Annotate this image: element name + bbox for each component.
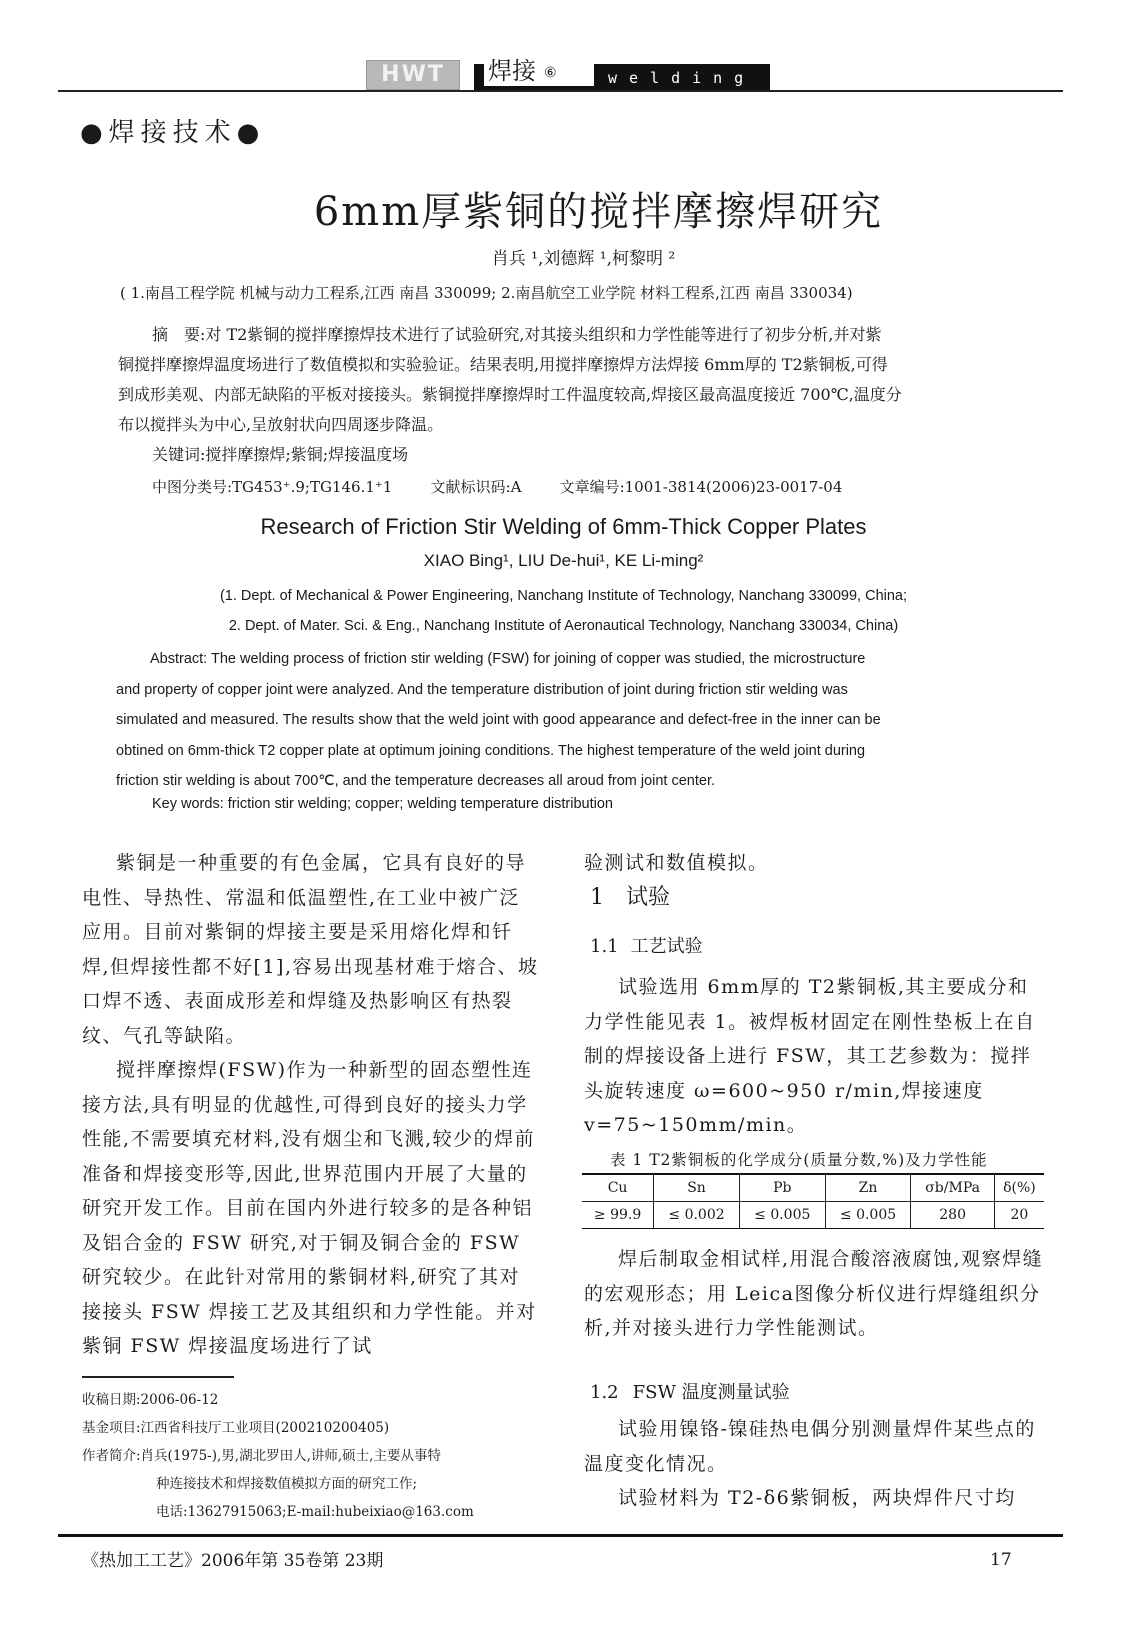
- table-header-cell: δ(%): [994, 1174, 1044, 1202]
- table-cell: 280: [911, 1202, 994, 1229]
- paragraph-text: 试验材料为 T2-δ6紫铜板，两块焊件尺寸均: [618, 1487, 1016, 1509]
- table-row: [582, 1202, 1044, 1229]
- table-cell: ≥ 99.9: [593, 1207, 642, 1223]
- author-bio: 作者简介:肖兵(1975-),男,湖北罗田人,讲师,硕士,主要从事特: [82, 1448, 441, 1464]
- en-abstract-line: friction stir welding is about 700℃, and the temperature decreases all aroud from joint center.: [116, 773, 716, 789]
- section-title: 试验: [626, 885, 671, 910]
- body-paragraph: [584, 970, 1044, 1143]
- paper-title-text: 6mm厚紫铜的搅拌摩擦焊研究: [313, 189, 884, 235]
- en-abstract-line: Abstract: The welding process of friction stir welding (FSW) for joining of copper was studied, the microstructure: [150, 651, 866, 667]
- english-affiliation-2: 2. Dept. of Mater. Sci. & Eng., Nanchang Institute of Aeronautical Technology, Nanchang 330034, China): [228, 618, 899, 634]
- table-header-cell: Cu: [582, 1174, 654, 1202]
- body-paragraph: [584, 1242, 1044, 1346]
- section-1-1-heading: [590, 932, 703, 958]
- page-number: 17: [990, 1550, 1012, 1570]
- received-date: 收稿日期:2006-06-12: [82, 1392, 219, 1408]
- table-header-row: [582, 1174, 1044, 1202]
- footer-rule: [58, 1534, 1063, 1537]
- cn-abstract-line: 到成形美观、内部无缺陷的平板对接接头。紫铜搅拌摩擦焊时工件温度较高,焊接区最高温度接近 700℃,温度分: [118, 385, 902, 404]
- paragraph-text: 试验选用 6mm厚的 T2紫铜板,其主要成分和力学性能见表 1。被焊板材固定在刚性垫板上在自制的焊接设备上进行 FSW，其工艺参数为：搅拌头旋转速度 ω=600~950 r/min,焊接速度 v=75~150mm/min。: [584, 976, 1036, 1136]
- section-1-heading: [590, 880, 670, 911]
- table-cell: ≤ 0.005: [825, 1202, 911, 1229]
- english-abstract: [116, 644, 1016, 797]
- section-1-2-heading: [590, 1378, 790, 1404]
- left-column: [82, 846, 540, 1364]
- english-affiliation-1: (1. Dept. of Mechanical & Power Engineering, Nanchang Institute of Technology, Nanchang 330099, China;: [219, 588, 908, 604]
- body-paragraph: [584, 1412, 1044, 1516]
- section-title: FSW 温度测量试验: [632, 1382, 790, 1403]
- author-contact: 电话:13627915063;E-mail:hubeixiao@163.com: [156, 1504, 474, 1520]
- section-number: 1.2: [590, 1382, 619, 1403]
- table-caption: 表 1 T2紫铜板的化学成分(质量分数,%)及力学性能: [610, 1151, 988, 1169]
- header-rule: [58, 90, 1063, 92]
- journal-citation: 《热加工工艺》2006年第 35卷第 23期: [82, 1551, 384, 1571]
- header-section-cn: 焊接: [488, 57, 536, 85]
- header-section-en: welding: [608, 69, 756, 87]
- classification: [152, 476, 842, 497]
- body-paragraph: 搅拌摩擦焊(FSW)作为一种新型的固态塑性连接方法,具有明显的优越性,可得到良好的接头力学性能,不需要填充材料,没有烟尘和飞溅,较少的焊前准备和焊接变形等,因此,世界范围内开展了大量的研究开发工作。目前在国内外进行较多的是各种铝及铝合金的 FSW 研究,对于铜及铜合金的 FSW 研究较少。在此针对常用的紫铜材料,研究了其对接接头 FSW 焊接工艺及其组织和力学性能。并对紫铜 FSW 焊接温度场进行了试: [82, 1059, 537, 1357]
- paragraph-text: 试验用镍铬-镍硅热电偶分别测量焊件某些点的温度变化情况。: [584, 1418, 1036, 1475]
- table-header-cell: Pb: [739, 1174, 825, 1202]
- journal-logo: HWT: [366, 60, 460, 90]
- table-header-cell: Zn: [825, 1174, 911, 1202]
- table-cell: ≤ 0.005: [739, 1202, 825, 1229]
- section-tag: ●焊接技术●: [80, 118, 266, 148]
- english-authors: XIAO Bing¹, LIU De-hui¹, KE Li-ming²: [423, 551, 704, 570]
- affiliation: ( 1.南昌工程学院 机械与动力工程系,江西 南昌 330099; 2.南昌航空工业学院 材料工程系,江西 南昌 330034): [120, 284, 853, 302]
- english-keywords: Key words: friction stir welding; copper; welding temperature distribution: [152, 796, 613, 812]
- right-continuation: 验测试和数值模拟。: [584, 852, 769, 874]
- header-section-number: ⑥: [544, 64, 557, 81]
- fund-project: 基金项目:江西省科技厅工业项目(200210200405): [82, 1420, 390, 1436]
- section-number: 1.1: [590, 936, 619, 957]
- cn-abstract-line: 布以搅拌头为中心,呈放射状向四周逐步降温。: [118, 415, 444, 434]
- cn-abstract-line: 摘 要:对 T2紫铜的搅拌摩擦焊技术进行了试验研究,对其接头组织和力学性能等进行了初步分析,并对紫: [152, 325, 882, 344]
- cn-keywords: 关键词:搅拌摩擦焊;紫铜;焊接温度场: [152, 445, 409, 464]
- article-number: 文章编号:1001-3814(2006)23-0017-04: [559, 478, 843, 496]
- section-title: 工艺试验: [630, 936, 703, 957]
- footnote-rule: [82, 1376, 234, 1378]
- table-cell: 20: [994, 1202, 1044, 1229]
- header-section-label: [484, 56, 594, 86]
- chinese-abstract: [118, 320, 1018, 440]
- table-header-cell: σb/MPa: [911, 1174, 994, 1202]
- english-title: Research of Friction Stir Welding of 6mm-Thick Copper Plates: [260, 514, 867, 539]
- paper-title: [0, 180, 1127, 237]
- author-bio-continued: 种连接技术和焊接数值模拟方面的研究工作;: [156, 1476, 418, 1492]
- table-cell: ≤ 0.002: [654, 1202, 740, 1229]
- table-header-cell: Sn: [654, 1174, 740, 1202]
- en-abstract-line: and property of copper joint were analyzed. And the temperature distribution of joint during friction stir welding was: [116, 681, 848, 698]
- paragraph-text: 焊后制取金相试样,用混合酸溶液腐蚀,观察焊缝的宏观形态；用 Leica图像分析仪进行焊缝组织分析,并对接头进行力学性能测试。: [584, 1248, 1044, 1339]
- document-code: 文献标识码:A: [430, 478, 522, 496]
- en-abstract-line: obtined on 6mm-thick T2 copper plate at optimum joining conditions. The highest temperature of the weld joint during: [116, 742, 866, 759]
- section-number: 1: [590, 885, 604, 910]
- authors: 肖兵 ¹,刘德辉 ¹,柯黎明 ²: [491, 249, 676, 269]
- body-paragraph: 紫铜是一种重要的有色金属，它具有良好的导电性、导热性、常温和低温塑性,在工业中被广泛应用。目前对紫铜的焊接主要是采用熔化焊和钎焊,但焊接性都不好[1],容易出现基材难于熔合、坡口焊不透、表面成形差和焊缝及热影响区有热裂纹、气孔等缺陷。: [82, 852, 539, 1047]
- en-abstract-line: simulated and measured. The results show that the weld joint with good appearance and defect-free in the inner can be: [116, 712, 881, 728]
- clc-number: 中图分类号:TG453⁺.9;TG146.1⁺1: [152, 478, 393, 496]
- composition-table: [582, 1173, 1044, 1229]
- cn-abstract-line: 铜搅拌摩擦焊温度场进行了数值模拟和实验验证。结果表明,用搅拌摩擦焊方法焊接 6mm厚的 T2紫铜板,可得: [118, 355, 888, 374]
